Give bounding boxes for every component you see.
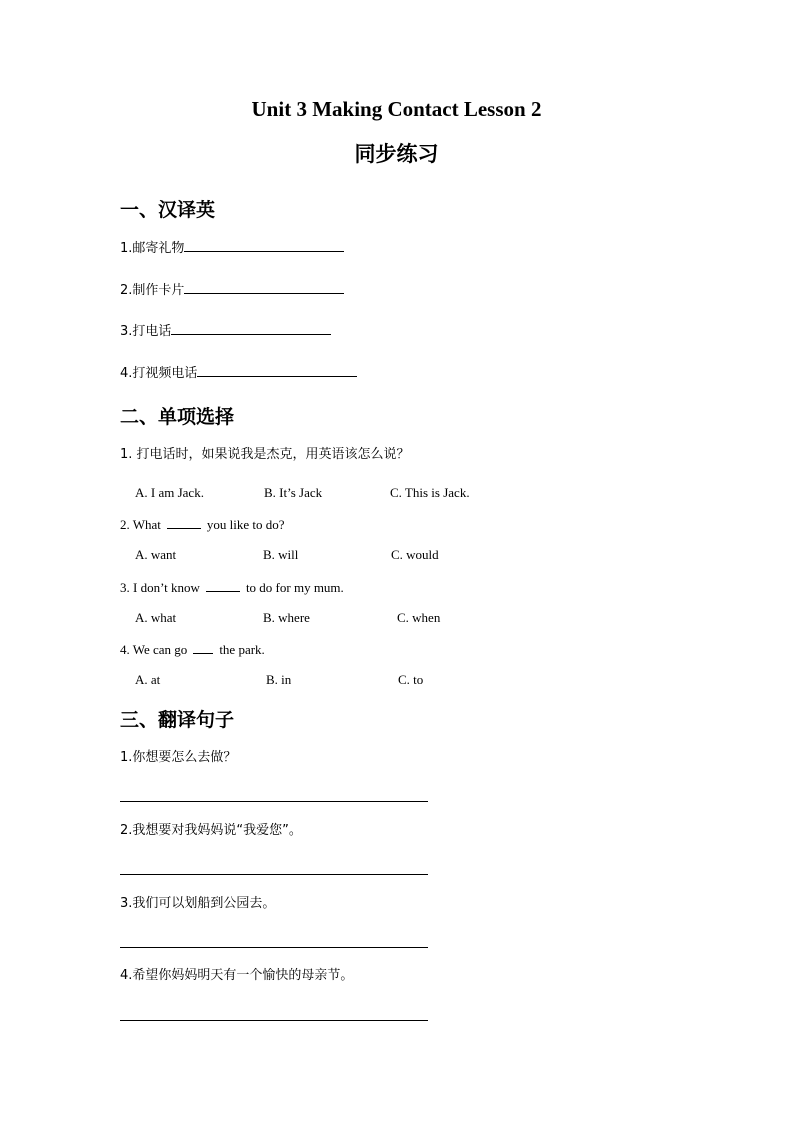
answer-blank[interactable]	[171, 321, 331, 335]
item-text: 4.打视频电话	[120, 366, 198, 381]
sentence-prompt: 1.你想要怎么去做？	[120, 750, 237, 765]
item-text: 3.打电话	[120, 324, 172, 339]
option-b[interactable]: B. It’s Jack	[264, 485, 323, 500]
page-subtitle: 同步练习	[354, 142, 439, 166]
stem-after: the park.	[219, 642, 265, 657]
stem-before: 4. We can go	[120, 642, 188, 657]
sentence-prompt: 2.我想要对我妈妈说“我爱您”。	[120, 823, 302, 838]
stem-before: 3. I don’t know	[120, 580, 200, 595]
stem-after: you like to do?	[206, 517, 285, 532]
list-item	[120, 238, 344, 258]
question-stem	[120, 515, 285, 534]
list-item	[120, 280, 344, 300]
option-b[interactable]: B. in	[266, 672, 292, 687]
item-text: 1.邮寄礼物	[120, 241, 185, 256]
answer-blank[interactable]	[167, 515, 201, 529]
option-a[interactable]: A. at	[135, 672, 161, 687]
sentence-prompt: 3.我们可以划船到公园去。	[120, 896, 276, 911]
question-stem	[120, 578, 344, 597]
item-text: 2.制作卡片	[120, 283, 185, 298]
answer-line[interactable]	[120, 947, 428, 948]
list-item	[120, 363, 357, 383]
stem-before: 2. What	[120, 517, 161, 532]
answer-blank[interactable]	[206, 578, 240, 592]
section-heading-translate-to-english: 一、汉译英	[120, 199, 216, 221]
stem-after: to do for my mum.	[245, 580, 344, 595]
answer-line[interactable]	[120, 874, 428, 875]
answer-line[interactable]	[120, 801, 428, 802]
option-c[interactable]: C. This is Jack.	[390, 485, 470, 500]
option-a[interactable]: A. what	[135, 610, 177, 625]
page-title: Unit 3 Making Contact Lesson 2	[251, 97, 542, 121]
option-c[interactable]: C. to	[398, 672, 424, 687]
question-stem	[120, 640, 265, 659]
answer-line[interactable]	[120, 1020, 428, 1021]
option-c[interactable]: C. would	[391, 547, 439, 562]
list-item	[120, 321, 331, 341]
answer-blank[interactable]	[184, 238, 344, 252]
option-c[interactable]: C. when	[397, 610, 441, 625]
answer-blank[interactable]	[197, 363, 357, 377]
question-stem: 1. 打电话时，如果说我是杰克，用英语该怎么说？	[120, 447, 410, 462]
option-a[interactable]: A. I am Jack.	[135, 485, 204, 500]
section-heading-translate-sentences: 三、翻译句子	[120, 709, 235, 731]
answer-blank[interactable]	[193, 640, 213, 654]
option-b[interactable]: B. will	[263, 547, 299, 562]
option-a[interactable]: A. want	[135, 547, 177, 562]
answer-blank[interactable]	[184, 280, 344, 294]
sentence-prompt: 4.希望你妈妈明天有一个愉快的母亲节。	[120, 968, 354, 983]
option-b[interactable]: B. where	[263, 610, 310, 625]
section-heading-multiple-choice: 二、单项选择	[120, 406, 235, 428]
